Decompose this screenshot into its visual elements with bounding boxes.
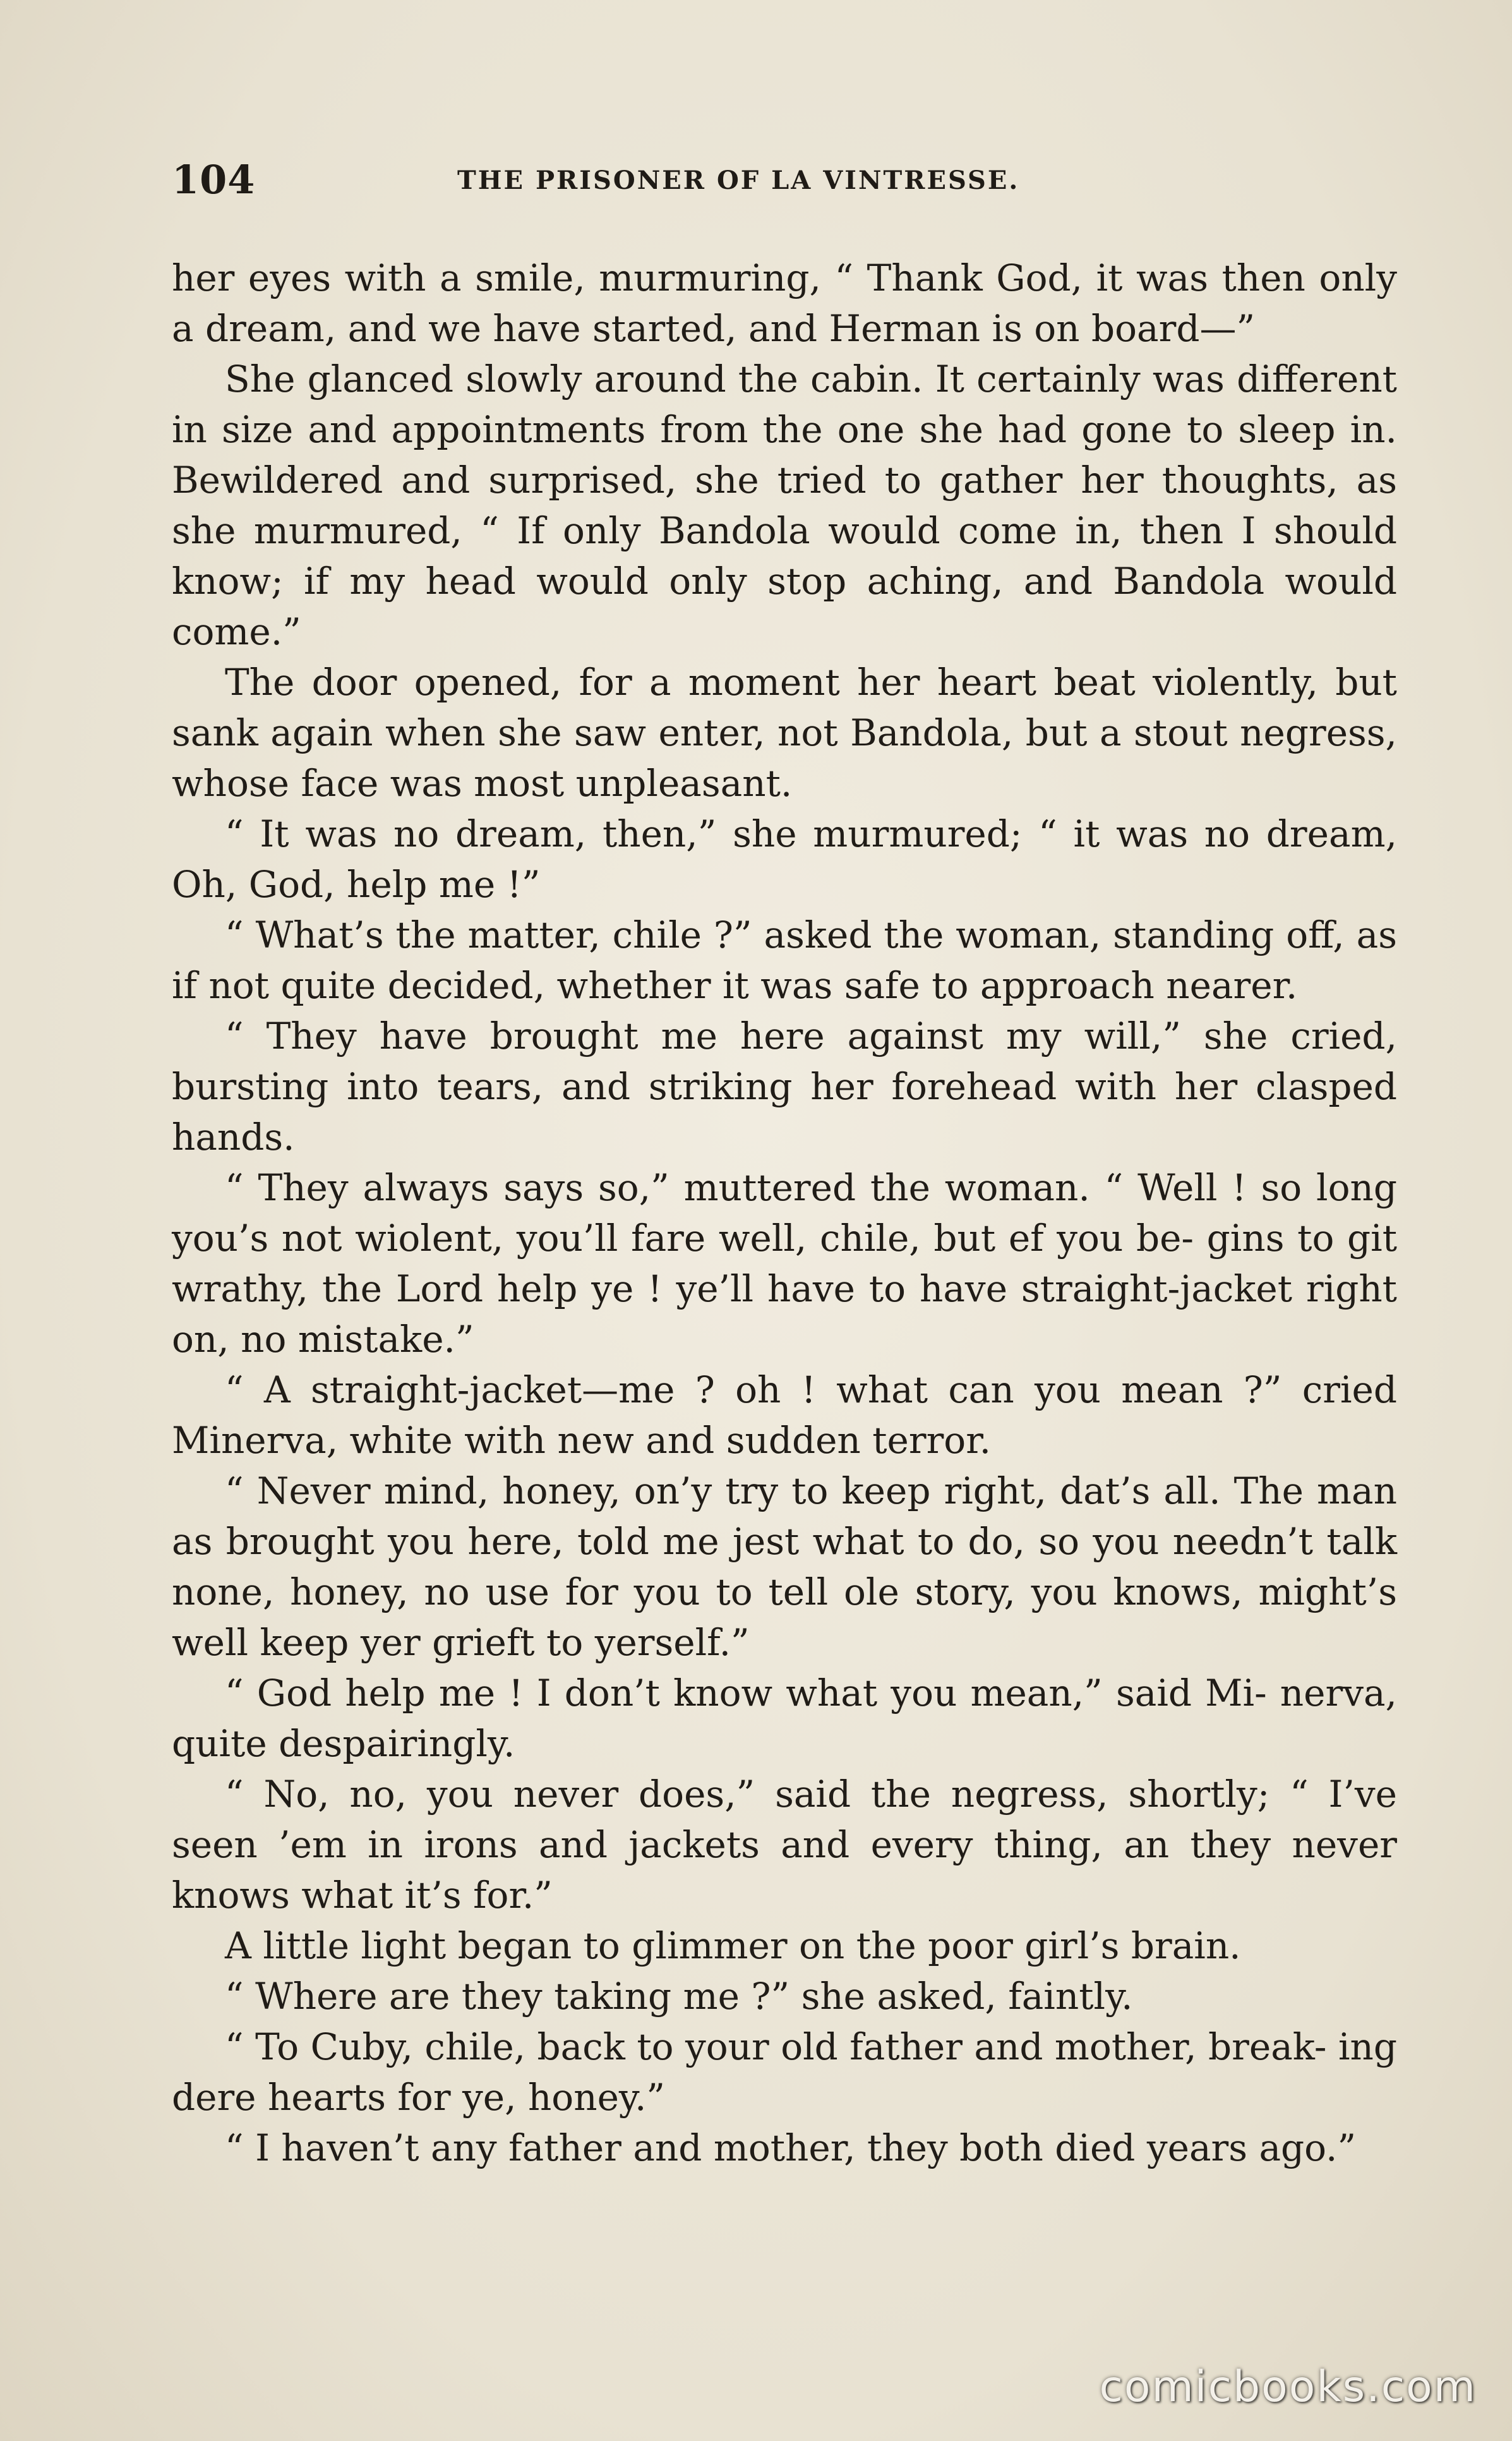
paragraph: “ Where are they taking me ?” she asked, faintly. [225,1975,1133,2018]
paragraph: her eyes with a smile, murmuring, “ Thank God, it was then only a dream, and we have started, and Herman is on board—” [172,256,1397,350]
page-number: 104 [172,157,256,203]
paragraph: “ I haven’t any father and mother, they both died years ago.” [225,2126,1357,2169]
paragraph: A little light began to glimmer on the poor girl’s brain. [225,1924,1241,1967]
body-text [172,253,1397,2173]
running-title: THE PRISONER OF LA VINTRESSE. [457,166,1020,195]
paragraph: “ God help me ! I don’t know what you mean,” said Mi- nerva, quite despairingly. [172,1672,1397,1765]
paragraph: “ It was no dream, then,” she murmured; “ it was no dream, Oh, God, help me !” [172,812,1397,906]
paragraph: “ They always says so,” muttered the woman. “ Well ! so long you’s not wiolent, you’ll fare well, chile, but ef you be- gins to git wrathy, the Lord help ye ! ye’ll have to have straight-jacket right on, no mistake.” [172,1166,1397,1361]
paragraph: She glanced slowly around the cabin. It certainly was different in size and appointments from the one she had gone to sleep in. Bewildered and surprised, she tried to gather her thoughts, as she murmured, “ If only Bandola would come in, then I should know; if my head would only stop aching, and Bandola would come.” [172,358,1397,653]
paragraph: “ Never mind, honey, on’y try to keep right, dat’s all. The man as brought you here, told me jest what to do, so you needn’t talk none, honey, no use for you to tell ole story, you knows, might’s well keep yer grieft to yerself.” [172,1469,1397,1664]
paragraph: “ No, no, you never does,” said the negress, shortly; “ I’ve seen ’em in irons and jackets and every thing, an they never knows what it’s for.” [172,1773,1397,1917]
paragraph: “ What’s the matter, chile ?” asked the woman, standing off, as if not quite decided, whether it was safe to approach nearer. [172,913,1397,1007]
watermark: comicbooks.com [1099,2362,1477,2412]
paragraph: The door opened, for a moment her heart beat violently, but sank again when she saw enter, not Bandola, but a stout negress, whose face was most unpleasant. [172,661,1397,805]
paragraph: “ To Cuby, chile, back to your old father and mother, break- ing dere hearts for ye, honey.” [172,2025,1397,2119]
running-head [172,157,1397,207]
paragraph: “ They have brought me here against my will,” she cried, bursting into tears, and striking her forehead with her clasped hands. [172,1015,1397,1159]
paragraph: “ A straight-jacket—me ? oh ! what can you mean ?” cried Minerva, white with new and sudden terror. [172,1368,1397,1462]
